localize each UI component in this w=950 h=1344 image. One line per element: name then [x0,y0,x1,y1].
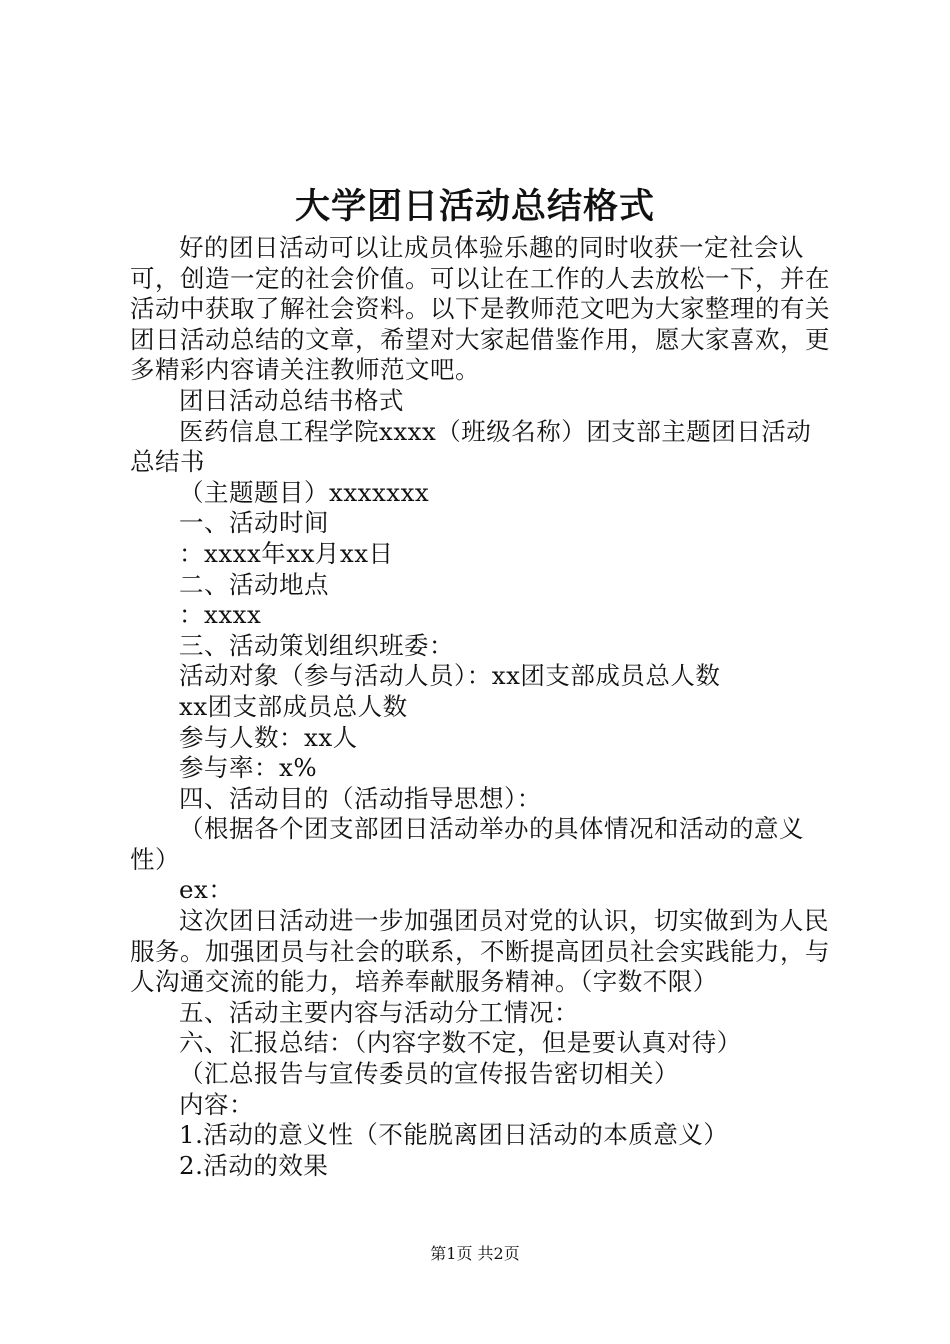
paragraph-content-label: 内容： [179,1089,254,1119]
paragraph-content-item-2: 2.活动的效果 [179,1150,329,1180]
paragraph-member-total: xx团支部成员总人数 [179,691,408,721]
paragraph-participant-count: 参与人数：xx人 [179,722,358,752]
document-title: 大学团日活动总结格式 [294,187,655,227]
paragraph-school-line: 医药信息工程学院xxxx（班级名称）团支部主题团日活动总结书 [130,416,812,477]
paragraph-section-summary: 六、汇报总结：（内容字数不定，但是要认真对待） [179,1028,742,1058]
paragraph-purpose-note: （根据各个团支部团日活动举办的具体情况和活动的意义性） [130,814,804,874]
paragraph-format-heading: 团日活动总结书格式 [179,385,404,415]
paragraph-intro: 好的团日活动可以让成员体验乐趣的同时收获一定社会认可，创造一定的社会价值。可以让在工作的人去放松一下，并在活动中获取了解社会资料。以下是教师范文吧为大家整理的有关团日活动总结的文章，希望对大家起借鉴作用，愿大家喜欢，更多精彩内容请关注教师范文吧。 [130,233,830,385]
paragraph-section-organizers: 三、活动策划组织班委： [179,630,454,660]
paragraph-topic: （主题题目）xxxxxxx [179,477,430,507]
paragraph-section-time: 一、活动时间 [179,508,329,538]
paragraph-example-label: ex： [179,875,234,905]
paragraph-time-value: ：xxxx年xx月xx日 [179,538,394,568]
paragraph-summary-note: （汇总报告与宣传委员的宣传报告密切相关） [179,1059,679,1089]
paragraph-participation-rate: 参与率：x% [179,753,318,783]
paragraph-section-purpose: 四、活动目的（活动指导思想）： [179,783,542,813]
paragraph-example-text: 这次团日活动进一步加强团员对党的认识，切实做到为人民服务。加强团员与社会的联系，不断提高团员社会实践能力，与人沟通交流的能力，培养奉献服务精神。（字数不限） [130,906,830,997]
page-indicator: 第1页 共2页 [430,1244,520,1263]
paragraph-participants: 活动对象（参与活动人员）：xx团支部成员总人数 [179,661,721,691]
document-body [130,233,835,1181]
paragraph-section-content: 五、活动主要内容与活动分工情况： [179,997,579,1027]
paragraph-content-item-1: 1.活动的意义性（不能脱离团日活动的本质意义） [179,1120,729,1150]
paragraph-section-place: 二、活动地点 [179,569,329,599]
paragraph-place-value: ：xxxx [179,600,262,630]
